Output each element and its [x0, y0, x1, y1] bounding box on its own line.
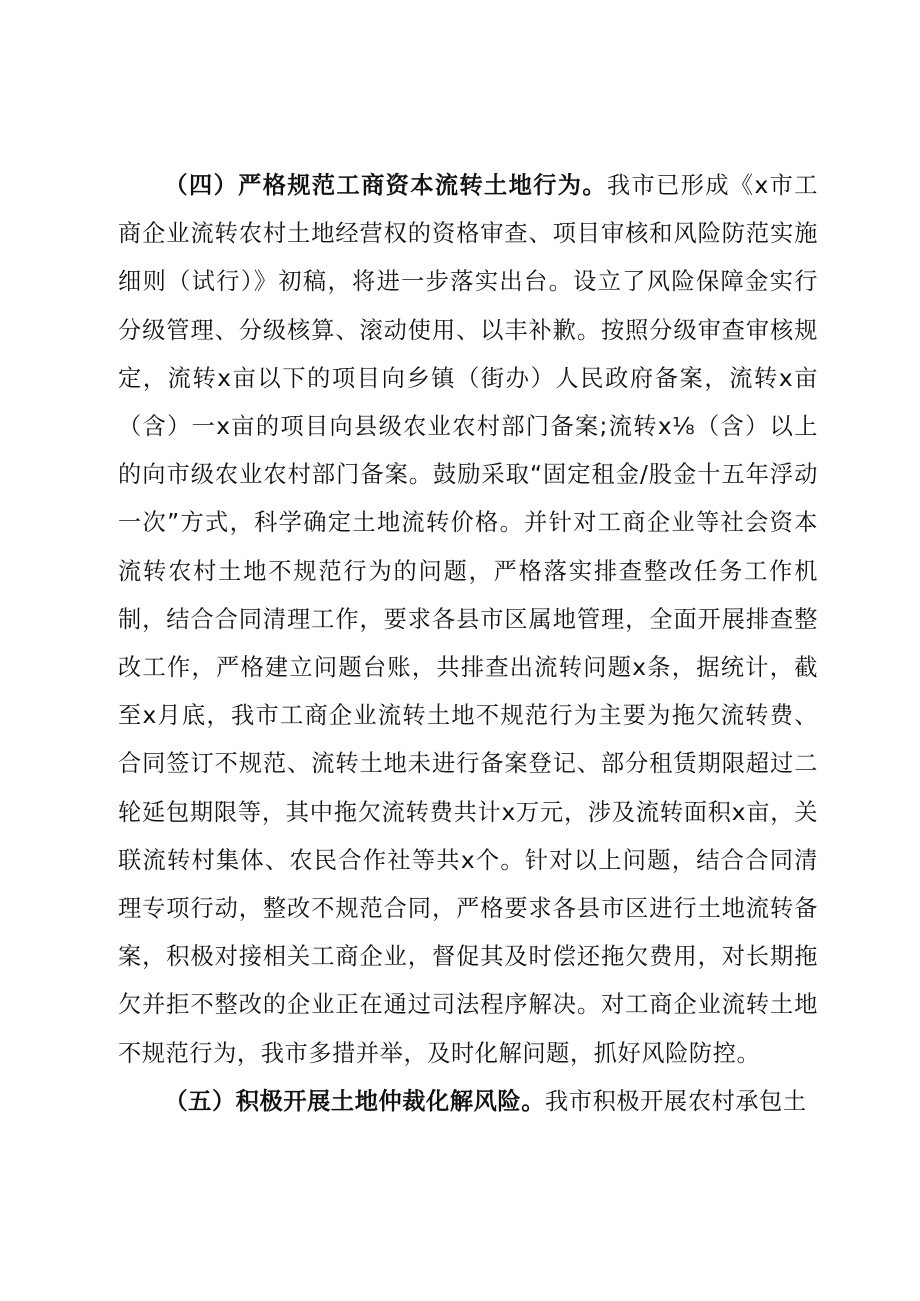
- section-5-heading: （五）积极开展土地仲裁化解风险。: [164, 1087, 545, 1115]
- section-5-text: 我市积极开展农村承包土: [545, 1087, 807, 1115]
- section-4-text: 我市已形成《x市工商企业流转农村土地经营权的资格审查、项目审核和风险防范实施细则（试行）》初稿，将进一步落实出台。设立了风险保障金实行分级管理、分级核算、滚动使用、以丰补歉。按照分级审查审核规定，流转x亩以下的项目向乡镇（街办）人民政府备案，流转x亩（含）一x亩的项目向县级农业农村部门备案;流转x⅛（含）以上的向市级农业农村部门备案。鼓励采取“固定租金/股金十五年浮动一次”方式，科学确定土地流转价格。并针对工商企业等社会资本流转农村土地不规范行为的问题，严格落实排查整改任务工作机制，结合合同清理工作，要求各县市区属地管理，全面开展排查整改工作，严格建立问题台账，共排查出流转问题x条，据统计，截至x月底，我市工商企业流转土地不规范行为主要为拖欠流转费、合同签订不规范、流转土地未进行备案登记、部分租赁期限超过二轮延包期限等，其中拖欠流转费共计x万元，涉及流转面积x亩，关联流转村集体、农民合作社等共x个。针对以上问题，结合合同清理专项行动，整改不规范合同，严格要求各县市区进行土地流转备案，积极对接相关工商企业，督促其及时偿还拖欠费用，对长期拖欠并拒不整改的企业正在通过司法程序解决。对工商企业流转土地不规范行为，我市多措并举，及时化解问题，抓好风险防控。: [118, 172, 818, 1067]
- section-4-heading: （四）严格规范工商资本流转土地行为。: [164, 172, 607, 199]
- document-body: [118, 162, 818, 1126]
- paragraph-section-4: [118, 162, 818, 1078]
- paragraph-section-5: [118, 1078, 818, 1126]
